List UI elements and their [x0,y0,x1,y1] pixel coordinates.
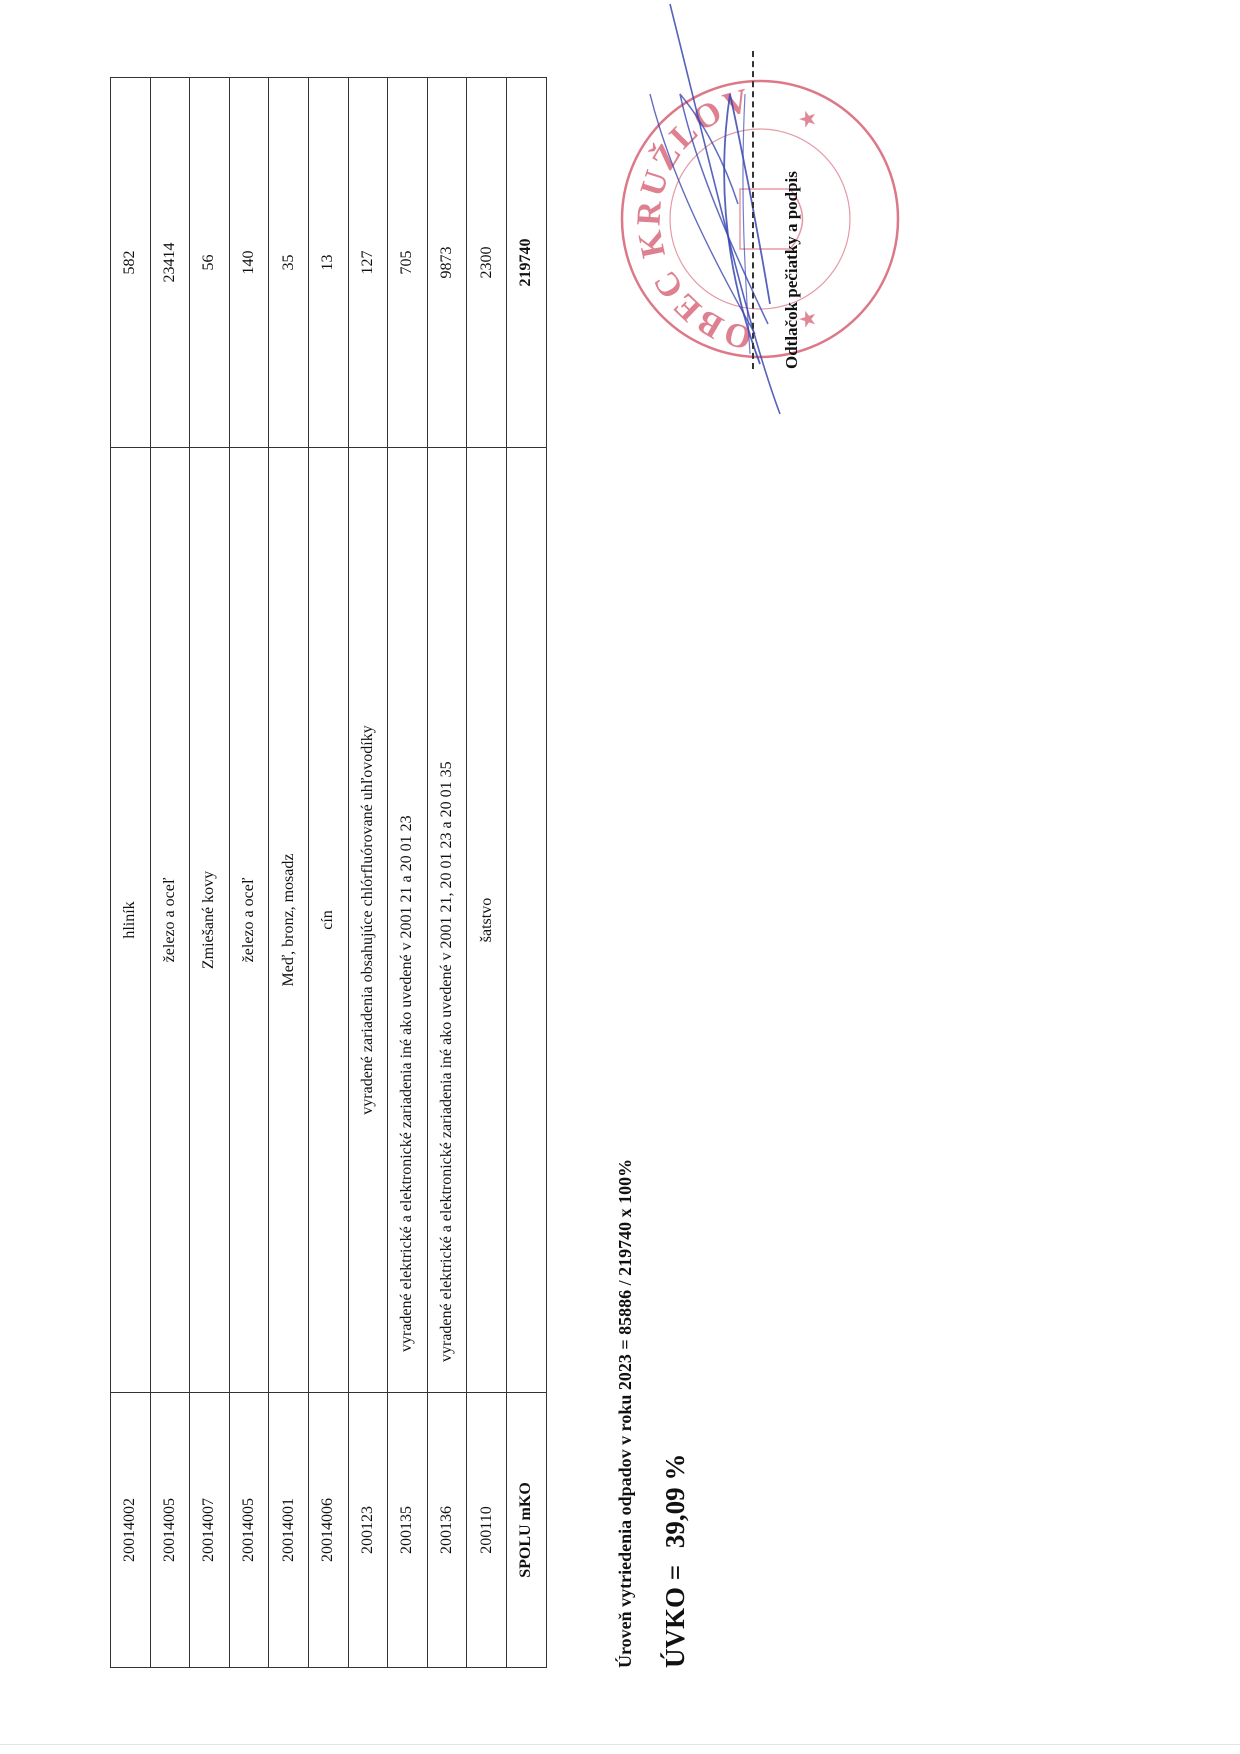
handwritten-signature [610,0,860,424]
waste-name: železo a oceľ [150,448,190,1393]
signature-line [752,51,754,369]
waste-quantity: 56 [190,78,230,448]
stamp-text: OBEC KRUŽLOV [630,81,756,357]
uvko-label: ÚVKO = [660,1564,690,1668]
waste-code: 200135 [388,1393,428,1668]
sorting-level-formula: Úroveň vytriedenia odpadov v roku 2023 = 85886 / 219740 x 100% [615,1158,635,1668]
table-row [427,78,467,1668]
waste-quantity: 705 [388,78,428,448]
waste-code: 20014007 [190,1393,230,1668]
waste-quantity: 582 [111,78,151,448]
waste-code: 200110 [467,1393,507,1668]
waste-name: železo a oceľ [229,448,269,1393]
waste-code: 20014005 [150,1393,190,1668]
waste-code: 200123 [348,1393,388,1668]
total-empty-cell [506,448,546,1393]
table-row [269,78,309,1668]
total-quantity: 219740 [506,78,546,448]
table-row [308,78,348,1668]
waste-name: vyradené elektrické a elektronické zariadenia iné ako uvedené v 2001 21 a 20 01 23 [388,448,428,1393]
table-row [111,78,151,1668]
total-row [506,78,546,1668]
waste-code: 20014005 [229,1393,269,1668]
waste-code: 200136 [427,1393,467,1668]
scan-edge-line [0,1744,1240,1745]
uvko-result [660,1454,691,1668]
waste-code: 20014006 [308,1393,348,1668]
waste-table [110,77,547,1668]
waste-name: šatstvo [467,448,507,1393]
waste-name: vyradené zariadenia obsahujúce chlórfluórované uhľovodíky [348,448,388,1393]
waste-quantity: 2300 [467,78,507,448]
waste-code: 20014001 [269,1393,309,1668]
uvko-value: 39,09 % [660,1453,690,1549]
waste-name: hliník [111,448,151,1393]
table-row [388,78,428,1668]
table-row [150,78,190,1668]
waste-quantity: 127 [348,78,388,448]
waste-quantity: 35 [269,78,309,448]
waste-name: Zmiešané kovy [190,448,230,1393]
waste-quantity: 140 [229,78,269,448]
table-row [348,78,388,1668]
waste-name: vyradené elektrické a elektronické zariadenia iné ako uvedené v 2001 21, 20 01 23 a 20 01 35 [427,448,467,1393]
stamp-star-right: ★ [796,109,821,129]
table-row [229,78,269,1668]
table-row [190,78,230,1668]
waste-name: cín [308,448,348,1393]
waste-quantity: 9873 [427,78,467,448]
waste-name: Meď, bronz, mosadz [269,448,309,1393]
table-row [467,78,507,1668]
stamp-star-left: ★ [796,309,821,329]
waste-quantity: 13 [308,78,348,448]
signature-label: Odtlačok pečiatky a podpis [782,171,801,369]
total-label: SPOLU mKO [506,1393,546,1668]
waste-code: 20014002 [111,1393,151,1668]
waste-quantity: 23414 [150,78,190,448]
